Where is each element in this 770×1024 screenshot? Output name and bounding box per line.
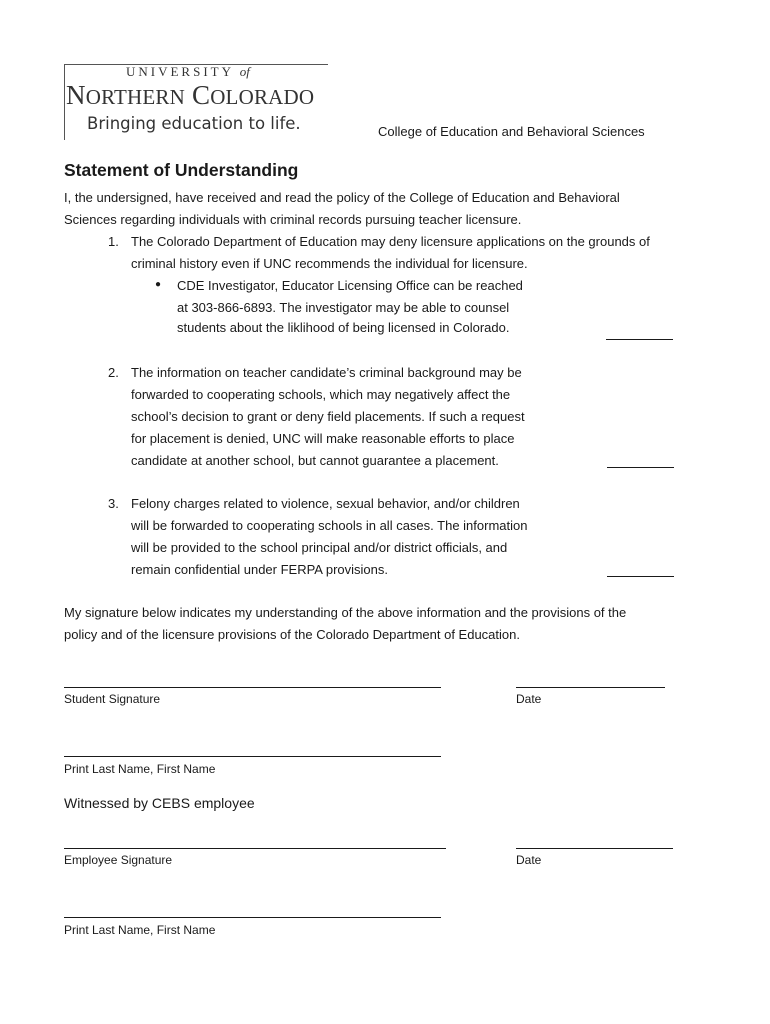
closing-line: My signature below indicates my understanding of the above information and the provisions of the: [64, 605, 627, 620]
item-text: criminal history even if UNC recommends the individual for licensure.: [131, 256, 528, 271]
initial-line-1[interactable]: [606, 339, 673, 340]
college-name: College of Education and Behavioral Sciences: [378, 124, 645, 139]
initial-line-3[interactable]: [607, 576, 674, 577]
university-logo: [64, 64, 330, 140]
employee-signature-label: Employee Signature: [64, 853, 173, 867]
item-number: 1.: [108, 234, 119, 249]
item-number: 2.: [108, 365, 119, 380]
date-line-1[interactable]: [516, 687, 665, 688]
item-number: 3.: [108, 496, 119, 511]
item-text: school’s decision to grant or deny field placements. If such a request: [131, 409, 525, 424]
logo-name: NORTHERN COLORADO: [66, 80, 315, 110]
intro-line: I, the undersigned, have received and read the policy of the College of Education and Behavioral: [64, 190, 620, 205]
witnessed-label: Witnessed by CEBS employee: [64, 795, 255, 811]
print-name-line-1[interactable]: [64, 756, 441, 757]
date-label: Date: [516, 692, 542, 706]
bullet-icon: ●: [155, 279, 162, 290]
item-text: The information on teacher candidate’s criminal background may be: [131, 365, 522, 380]
item-text: The Colorado Department of Education may deny licensure applications on the grounds of: [131, 234, 650, 249]
student-signature-line[interactable]: [64, 687, 441, 688]
item-text: for placement is denied, UNC will make reasonable efforts to place: [131, 431, 515, 446]
date-line-2[interactable]: [516, 848, 673, 849]
item-text: candidate at another school, but cannot guarantee a placement.: [131, 453, 499, 468]
date-label: Date: [516, 853, 542, 867]
bullet-text: students about the liklihood of being licensed in Colorado.: [177, 320, 510, 335]
bullet-text: at 303-866-6893. The investigator may be able to counsel: [177, 300, 510, 315]
intro-line: Sciences regarding individuals with criminal records pursuing teacher licensure.: [64, 212, 522, 227]
print-name-label: Print Last Name, First Name: [64, 923, 216, 937]
item-text: forwarded to cooperating schools, which may negatively affect the: [131, 387, 511, 402]
employee-signature-line[interactable]: [64, 848, 446, 849]
print-name-line-2[interactable]: [64, 917, 441, 918]
logo-divider-vertical: [64, 64, 65, 140]
initial-line-2[interactable]: [607, 467, 674, 468]
item-text: will be forwarded to cooperating schools in all cases. The information: [131, 518, 528, 533]
page-title: Statement of Understanding: [64, 160, 299, 180]
logo-tagline: Bringing education to life.: [87, 114, 301, 133]
item-text: will be provided to the school principal and/or district officials, and: [131, 540, 508, 555]
closing-line: policy and of the licensure provisions of the Colorado Department of Education.: [64, 627, 520, 642]
logo-university-text: UNIVERSITY of: [126, 64, 250, 79]
student-signature-label: Student Signature: [64, 692, 161, 706]
bullet-text: CDE Investigator, Educator Licensing Office can be reached: [177, 278, 523, 293]
item-text: Felony charges related to violence, sexual behavior, and/or children: [131, 496, 520, 511]
print-name-label: Print Last Name, First Name: [64, 762, 216, 776]
item-text: remain confidential under FERPA provisions.: [131, 562, 388, 577]
